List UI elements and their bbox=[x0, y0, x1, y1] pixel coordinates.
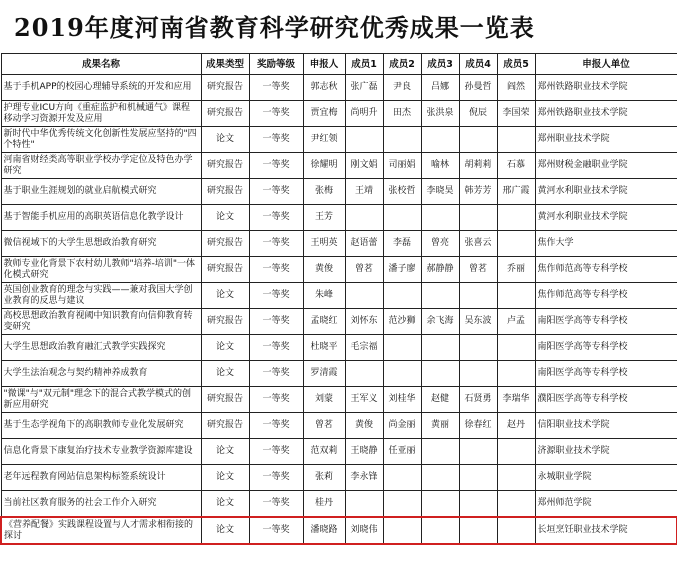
cell-member2 bbox=[383, 335, 421, 361]
table-row bbox=[1, 491, 677, 518]
cell-name: 高校思想政治教育视阈中知识教育向信仰教育转变研究 bbox=[1, 309, 201, 335]
table-row bbox=[1, 309, 677, 335]
cell-member1 bbox=[345, 205, 383, 231]
cell-member2: 刘桂华 bbox=[383, 387, 421, 413]
cell-type: 研究报告 bbox=[201, 309, 249, 335]
cell-member1: 刘怀东 bbox=[345, 309, 383, 335]
cell-member4: 曾茗 bbox=[459, 257, 497, 283]
cell-member5: 石慕 bbox=[497, 153, 535, 179]
cell-applicant: 郭志秋 bbox=[303, 75, 345, 101]
header-award: 奖励等级 bbox=[249, 54, 303, 75]
cell-member4 bbox=[459, 335, 497, 361]
cell-applicant: 潘晓路 bbox=[303, 517, 345, 544]
cell-award: 一等奖 bbox=[249, 179, 303, 205]
table-row bbox=[1, 439, 677, 465]
cell-type: 论文 bbox=[201, 491, 249, 518]
cell-applicant: 贾宜梅 bbox=[303, 101, 345, 127]
cell-unit: 黄河水利职业技术学院 bbox=[535, 179, 677, 205]
cell-applicant: 张梅 bbox=[303, 179, 345, 205]
cell-member1: 刚文娟 bbox=[345, 153, 383, 179]
cell-member5 bbox=[497, 491, 535, 518]
cell-member3: 喻林 bbox=[421, 153, 459, 179]
cell-unit: 郑州财税金融职业学院 bbox=[535, 153, 677, 179]
cell-member3: 李晓昊 bbox=[421, 179, 459, 205]
cell-member1: 黄俊 bbox=[345, 413, 383, 439]
cell-member4: 张喜云 bbox=[459, 231, 497, 257]
cell-applicant: 张莉 bbox=[303, 465, 345, 491]
header-member4: 成员4 bbox=[459, 54, 497, 75]
cell-member5 bbox=[497, 439, 535, 465]
cell-member4: 孙曼哲 bbox=[459, 75, 497, 101]
cell-member1 bbox=[345, 361, 383, 387]
cell-type: 研究报告 bbox=[201, 231, 249, 257]
table-row bbox=[1, 465, 677, 491]
cell-award: 一等奖 bbox=[249, 75, 303, 101]
cell-award: 一等奖 bbox=[249, 283, 303, 309]
cell-member1: 王军义 bbox=[345, 387, 383, 413]
table-row bbox=[1, 387, 677, 413]
cell-member1: 张广磊 bbox=[345, 75, 383, 101]
cell-award: 一等奖 bbox=[249, 257, 303, 283]
cell-award: 一等奖 bbox=[249, 205, 303, 231]
table-row bbox=[1, 335, 677, 361]
cell-member2 bbox=[383, 361, 421, 387]
cell-member1 bbox=[345, 491, 383, 518]
cell-unit: 郑州铁路职业技术学院 bbox=[535, 75, 677, 101]
cell-member3: 黄丽 bbox=[421, 413, 459, 439]
header-member5: 成员5 bbox=[497, 54, 535, 75]
cell-member5 bbox=[497, 205, 535, 231]
cell-member3: 吕娜 bbox=[421, 75, 459, 101]
table-row bbox=[1, 257, 677, 283]
cell-member5: 李瑞华 bbox=[497, 387, 535, 413]
cell-name: 基于智能手机应用的高职英语信息化教学设计 bbox=[1, 205, 201, 231]
cell-type: 研究报告 bbox=[201, 413, 249, 439]
cell-member1: 李永锋 bbox=[345, 465, 383, 491]
cell-member5 bbox=[497, 283, 535, 309]
cell-member3 bbox=[421, 127, 459, 153]
cell-member3 bbox=[421, 465, 459, 491]
cell-unit: 焦作大学 bbox=[535, 231, 677, 257]
cell-type: 论文 bbox=[201, 465, 249, 491]
cell-member2: 任亚丽 bbox=[383, 439, 421, 465]
cell-member4: 石贤勇 bbox=[459, 387, 497, 413]
cell-name: 当前社区教育服务的社会工作介入研究 bbox=[1, 491, 201, 518]
cell-member5 bbox=[497, 127, 535, 153]
cell-member2: 尹良 bbox=[383, 75, 421, 101]
cell-type: 论文 bbox=[201, 517, 249, 544]
cell-unit: 信阳职业技术学院 bbox=[535, 413, 677, 439]
cell-type: 论文 bbox=[201, 283, 249, 309]
cell-member3: 余飞海 bbox=[421, 309, 459, 335]
header-name: 成果名称 bbox=[1, 54, 201, 75]
cell-member3 bbox=[421, 361, 459, 387]
cell-member5: 乔丽 bbox=[497, 257, 535, 283]
cell-type: 论文 bbox=[201, 127, 249, 153]
cell-member3 bbox=[421, 283, 459, 309]
cell-member1: 王晓静 bbox=[345, 439, 383, 465]
cell-type: 论文 bbox=[201, 439, 249, 465]
cell-member4: 吴东波 bbox=[459, 309, 497, 335]
cell-member1: 王靖 bbox=[345, 179, 383, 205]
cell-applicant: 曾茗 bbox=[303, 413, 345, 439]
cell-member2: 司丽娟 bbox=[383, 153, 421, 179]
cell-name: 基于职业生涯规划的就业启航模式研究 bbox=[1, 179, 201, 205]
cell-unit: 济源职业技术学院 bbox=[535, 439, 677, 465]
cell-member2: 尚金丽 bbox=[383, 413, 421, 439]
cell-type: 研究报告 bbox=[201, 101, 249, 127]
cell-member2: 潘子廖 bbox=[383, 257, 421, 283]
cell-member3: 张洪泉 bbox=[421, 101, 459, 127]
cell-applicant: 范双莉 bbox=[303, 439, 345, 465]
cell-member4 bbox=[459, 491, 497, 518]
table-row bbox=[1, 413, 677, 439]
cell-member3 bbox=[421, 439, 459, 465]
cell-name: 微信视域下的大学生思想政治教育研究 bbox=[1, 231, 201, 257]
cell-type: 研究报告 bbox=[201, 179, 249, 205]
cell-member5: 阎然 bbox=[497, 75, 535, 101]
cell-name: 《营养配餐》实践课程设置与人才需求相衔接的探讨 bbox=[1, 517, 201, 544]
cell-unit: 焦作师范高等专科学校 bbox=[535, 283, 677, 309]
cell-member3: 赵健 bbox=[421, 387, 459, 413]
cell-type: 研究报告 bbox=[201, 75, 249, 101]
cell-applicant: 尹红领 bbox=[303, 127, 345, 153]
cell-member1: 毛宗福 bbox=[345, 335, 383, 361]
cell-member5 bbox=[497, 465, 535, 491]
cell-member1: 赵语蕾 bbox=[345, 231, 383, 257]
cell-applicant: 罗清霞 bbox=[303, 361, 345, 387]
cell-unit: 长垣烹饪职业技术学院 bbox=[535, 517, 677, 544]
cell-member5: 赵丹 bbox=[497, 413, 535, 439]
cell-member4 bbox=[459, 517, 497, 544]
cell-member5 bbox=[497, 231, 535, 257]
cell-member2: 范沙狮 bbox=[383, 309, 421, 335]
cell-award: 一等奖 bbox=[249, 101, 303, 127]
cell-member4: 徐春红 bbox=[459, 413, 497, 439]
header-unit: 申报人单位 bbox=[535, 54, 677, 75]
cell-name: 基于生态学视角下的高职教师专业化发展研究 bbox=[1, 413, 201, 439]
cell-unit: 永城职业学院 bbox=[535, 465, 677, 491]
cell-applicant: 王明英 bbox=[303, 231, 345, 257]
cell-member4: 胡莉莉 bbox=[459, 153, 497, 179]
cell-type: 研究报告 bbox=[201, 387, 249, 413]
cell-award: 一等奖 bbox=[249, 231, 303, 257]
cell-member5 bbox=[497, 361, 535, 387]
cell-member4 bbox=[459, 283, 497, 309]
table-row bbox=[1, 231, 677, 257]
cell-member4 bbox=[459, 465, 497, 491]
cell-award: 一等奖 bbox=[249, 153, 303, 179]
cell-award: 一等奖 bbox=[249, 465, 303, 491]
header-member1: 成员1 bbox=[345, 54, 383, 75]
cell-name: "微课"与"双元制"理念下的混合式教学模式的创新应用研究 bbox=[1, 387, 201, 413]
cell-member2 bbox=[383, 127, 421, 153]
header-member3: 成员3 bbox=[421, 54, 459, 75]
cell-member2 bbox=[383, 465, 421, 491]
cell-member2 bbox=[383, 491, 421, 518]
cell-member4 bbox=[459, 127, 497, 153]
cell-member3: 曾亮 bbox=[421, 231, 459, 257]
cell-name: 基于手机APP的校园心理辅导系统的开发和应用 bbox=[1, 75, 201, 101]
cell-member2: 李磊 bbox=[383, 231, 421, 257]
cell-award: 一等奖 bbox=[249, 439, 303, 465]
cell-member4 bbox=[459, 439, 497, 465]
cell-unit: 濮阳医学高等专科学校 bbox=[535, 387, 677, 413]
cell-applicant: 王芳 bbox=[303, 205, 345, 231]
cell-member1: 刘晓伟 bbox=[345, 517, 383, 544]
cell-member1: 尚明升 bbox=[345, 101, 383, 127]
cell-applicant: 孟晓红 bbox=[303, 309, 345, 335]
cell-name: 大学生思想政治教育融汇式教学实践探究 bbox=[1, 335, 201, 361]
cell-member2 bbox=[383, 283, 421, 309]
cell-member5 bbox=[497, 335, 535, 361]
cell-type: 论文 bbox=[201, 361, 249, 387]
cell-unit: 南阳医学高等专科学校 bbox=[535, 335, 677, 361]
cell-member4 bbox=[459, 205, 497, 231]
header-type: 成果类型 bbox=[201, 54, 249, 75]
cell-member4: 韩芳芳 bbox=[459, 179, 497, 205]
cell-member2 bbox=[383, 205, 421, 231]
cell-member1 bbox=[345, 127, 383, 153]
cell-award: 一等奖 bbox=[249, 491, 303, 518]
cell-member2: 张校哲 bbox=[383, 179, 421, 205]
cell-applicant: 刘蒙 bbox=[303, 387, 345, 413]
cell-applicant: 杜晓平 bbox=[303, 335, 345, 361]
table-row bbox=[1, 361, 677, 387]
cell-type: 论文 bbox=[201, 205, 249, 231]
cell-member3: 郝静静 bbox=[421, 257, 459, 283]
cell-name: 大学生法治观念与契约精神养成教育 bbox=[1, 361, 201, 387]
cell-name: 信息化背景下康复治疗技术专业教学资源库建设 bbox=[1, 439, 201, 465]
cell-award: 一等奖 bbox=[249, 413, 303, 439]
table-row bbox=[1, 179, 677, 205]
cell-member5: 邢广霞 bbox=[497, 179, 535, 205]
cell-unit: 郑州铁路职业技术学院 bbox=[535, 101, 677, 127]
cell-unit: 郑州师范学院 bbox=[535, 491, 677, 518]
cell-unit: 南阳医学高等专科学校 bbox=[535, 361, 677, 387]
cell-member3 bbox=[421, 517, 459, 544]
cell-member5: 卢孟 bbox=[497, 309, 535, 335]
cell-award: 一等奖 bbox=[249, 387, 303, 413]
table-row bbox=[1, 205, 677, 231]
cell-applicant: 桂丹 bbox=[303, 491, 345, 518]
cell-name: 新时代中华优秀传统文化创新性发展应坚持的"四个特性" bbox=[1, 127, 201, 153]
page-title: 2019年度河南省教育科学研究优秀成果一览表 bbox=[14, 12, 535, 42]
table-row bbox=[1, 153, 677, 179]
cell-award: 一等奖 bbox=[249, 335, 303, 361]
cell-type: 研究报告 bbox=[201, 257, 249, 283]
cell-member4 bbox=[459, 361, 497, 387]
cell-award: 一等奖 bbox=[249, 517, 303, 544]
cell-member1: 曾茗 bbox=[345, 257, 383, 283]
cell-applicant: 黄俊 bbox=[303, 257, 345, 283]
cell-name: 英国创业教育的理念与实践——兼对我国大学创业教育的反思与建议 bbox=[1, 283, 201, 309]
cell-member4: 倪辰 bbox=[459, 101, 497, 127]
table-row bbox=[1, 517, 677, 544]
cell-name: 护理专业ICU方向《重症监护和机械通气》课程移动学习资源开发及应用 bbox=[1, 101, 201, 127]
table-row bbox=[1, 127, 677, 153]
cell-name: 教师专业化背景下农村幼儿教师"培养-培训"一体化模式研究 bbox=[1, 257, 201, 283]
cell-applicant: 徐耀明 bbox=[303, 153, 345, 179]
cell-member3 bbox=[421, 205, 459, 231]
cell-applicant: 朱峰 bbox=[303, 283, 345, 309]
cell-member5 bbox=[497, 517, 535, 544]
cell-unit: 黄河水利职业技术学院 bbox=[535, 205, 677, 231]
cell-name: 河南省财经类高等职业学校办学定位及特色办学研究 bbox=[1, 153, 201, 179]
cell-award: 一等奖 bbox=[249, 309, 303, 335]
cell-name: 老年远程教育网站信息架构标签系统设计 bbox=[1, 465, 201, 491]
cell-member3 bbox=[421, 335, 459, 361]
header-applicant: 申报人 bbox=[303, 54, 345, 75]
cell-member2 bbox=[383, 517, 421, 544]
cell-member3 bbox=[421, 491, 459, 518]
cell-type: 研究报告 bbox=[201, 153, 249, 179]
cell-member2: 田杰 bbox=[383, 101, 421, 127]
table-body bbox=[1, 75, 677, 545]
table-row bbox=[1, 283, 677, 309]
table-row bbox=[1, 75, 677, 101]
cell-type: 论文 bbox=[201, 335, 249, 361]
cell-unit: 焦作师范高等专科学校 bbox=[535, 257, 677, 283]
cell-award: 一等奖 bbox=[249, 361, 303, 387]
cell-member5: 李国荣 bbox=[497, 101, 535, 127]
cell-unit: 郑州职业技术学院 bbox=[535, 127, 677, 153]
table-row bbox=[1, 101, 677, 127]
cell-award: 一等奖 bbox=[249, 127, 303, 153]
header-member2: 成员2 bbox=[383, 54, 421, 75]
achievements-table bbox=[0, 53, 677, 545]
table-header-row bbox=[1, 54, 677, 75]
cell-member1 bbox=[345, 283, 383, 309]
cell-unit: 南阳医学高等专科学校 bbox=[535, 309, 677, 335]
